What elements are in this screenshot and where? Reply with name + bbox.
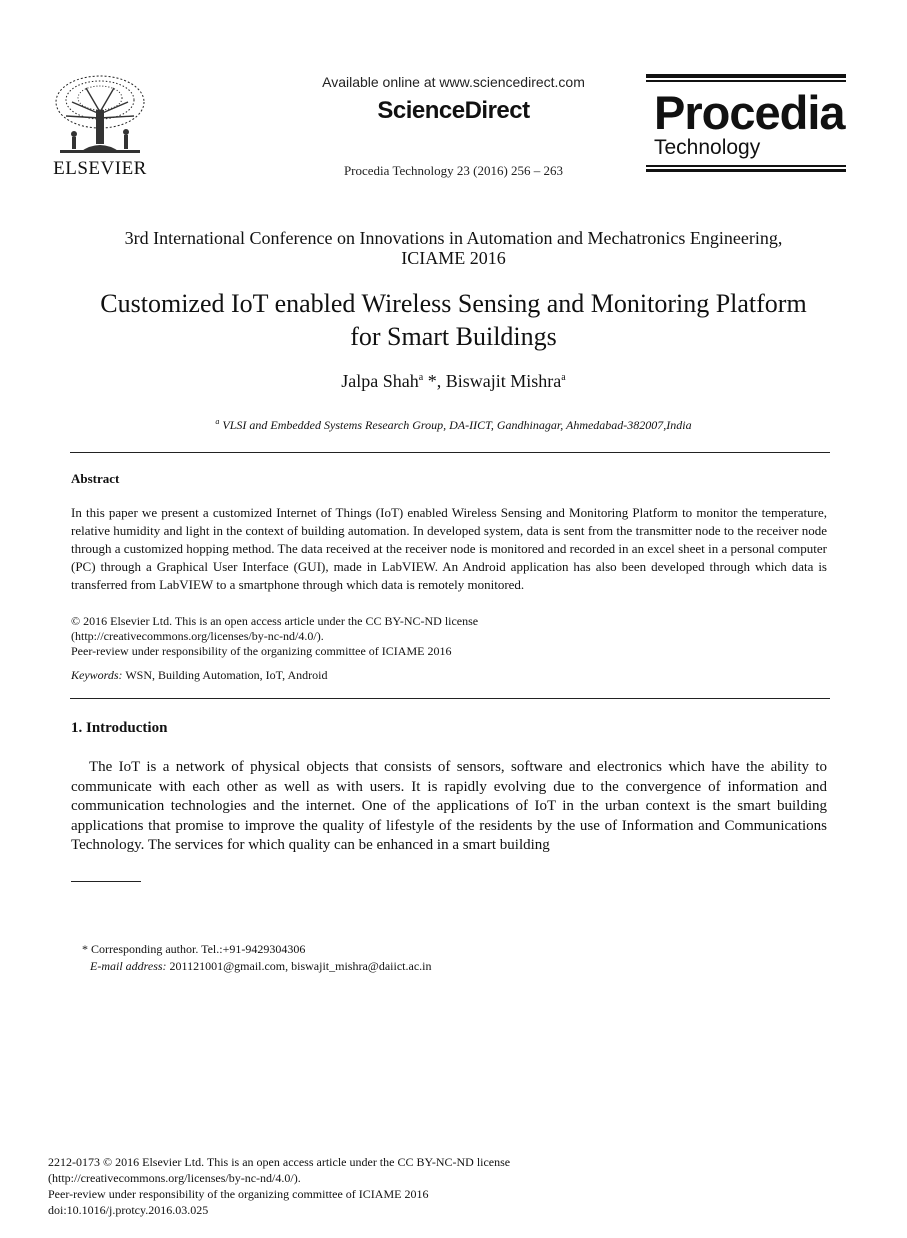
author-name: Biswajit Mishra: [445, 371, 562, 391]
section-divider: [70, 452, 830, 453]
logo-rule: [646, 80, 846, 82]
logo-rule: [646, 169, 846, 172]
procedia-logo: [646, 74, 846, 172]
author-name: Jalpa Shah: [341, 371, 419, 391]
journal-reference: Procedia Technology 23 (2016) 256 – 263: [343, 163, 564, 178]
introduction-body: The IoT is a network of physical objects that consists of sensors, software and electronics which have the ability to communicate with each other as well as with users. It is rapidly evolving due to the convergence of information and communication technologies and the internet. One of the applications of IoT in the urban context is the smart building applications that promise to improve the quality of lifestyle of the residents by the use of Information and Communications Technology. The services for which quality can be enhanced in a smart building: [71, 759, 827, 853]
title-line: Customized IoT enabled Wireless Sensing and Monitoring Platform: [100, 289, 807, 318]
available-online-text: Available online at www.sciencedirect.com: [322, 74, 585, 90]
conference-line: ICIAME 2016: [401, 248, 506, 268]
keywords-label: Keywords:: [71, 668, 123, 682]
logo-rule: [646, 165, 846, 167]
affiliation-mark: a: [215, 417, 220, 426]
logo-rule: [646, 74, 846, 78]
sciencedirect-brand: ScienceDirect: [377, 97, 530, 124]
author-affiliation-mark: a: [561, 372, 566, 383]
abstract-body: In this paper we present a customized Internet of Things (IoT) enabled Wireless Sensing and Monitoring Platform to monitor the temperature, relative humidity and light in the context of building automation. In developed system, data is sent from the transmitter node to the receiver node through a customized hopping method. The data received at the receiver node is monitored and recorded in an excel sheet in a personal computer (PC) through a Graphical User Interface (GUI), made in LabVIEW. An Android application has also been developed through which data is transferred from LabVIEW to a smartphone through which data is remotely monitored.: [71, 505, 827, 592]
abstract-copyright: © 2016 Elsevier Ltd. This is an open access article under the CC BY-NC-ND license: [71, 614, 479, 628]
corresponding-author-note: * Corresponding author. Tel.:+91-9429304306: [82, 942, 306, 956]
author-affiliation-mark: a: [418, 372, 424, 383]
title-line: for Smart Buildings: [350, 322, 557, 351]
email-label: E-mail address:: [90, 959, 167, 973]
conference-name: [60, 228, 847, 268]
elsevier-wordmark: ELSEVIER: [53, 158, 147, 179]
paper-title: [40, 287, 867, 353]
keywords-list: WSN, Building Automation, IoT, Android: [122, 668, 328, 682]
procedia-logo-subtitle: Technology: [654, 136, 761, 159]
procedia-logo-title: Procedia: [654, 86, 845, 139]
abstract-peer-review: Peer-review under responsibility of the organizing committee of ICIAME 2016: [71, 644, 452, 658]
footnote-divider: [71, 881, 141, 882]
footer-doi[interactable]: doi:10.1016/j.protcy.2016.03.025: [48, 1203, 209, 1217]
affiliation-text: VLSI and Embedded Systems Research Group, DA-IICT, Gandhinagar, Ahmedabad-382007,India: [219, 418, 692, 432]
affiliation: [0, 417, 907, 433]
author-list: [0, 371, 907, 392]
abstract-heading: Abstract: [71, 471, 120, 486]
conference-line: 3rd International Conference on Innovations in Automation and Mechatronics Engineering,: [124, 228, 783, 248]
footer-license-link[interactable]: (http://creativecommons.org/licenses/by-nc-nd/4.0/).: [48, 1171, 301, 1185]
footer-issn-license: 2212-0173 © 2016 Elsevier Ltd. This is an open access article under the CC BY-NC-ND license: [48, 1155, 511, 1169]
section-divider: [70, 698, 830, 699]
footer-peer-review: Peer-review under responsibility of the organizing committee of ICIAME 2016: [48, 1187, 429, 1201]
email-note: [90, 959, 432, 974]
email-addresses[interactable]: 201121001@gmail.com, biswajit_mishra@daiict.ac.in: [166, 959, 432, 973]
keywords: [71, 668, 327, 683]
author-separator: *,: [423, 371, 446, 391]
license-link[interactable]: (http://creativecommons.org/licenses/by-nc-nd/4.0/).: [71, 629, 324, 643]
introduction-heading: 1. Introduction: [71, 720, 168, 736]
